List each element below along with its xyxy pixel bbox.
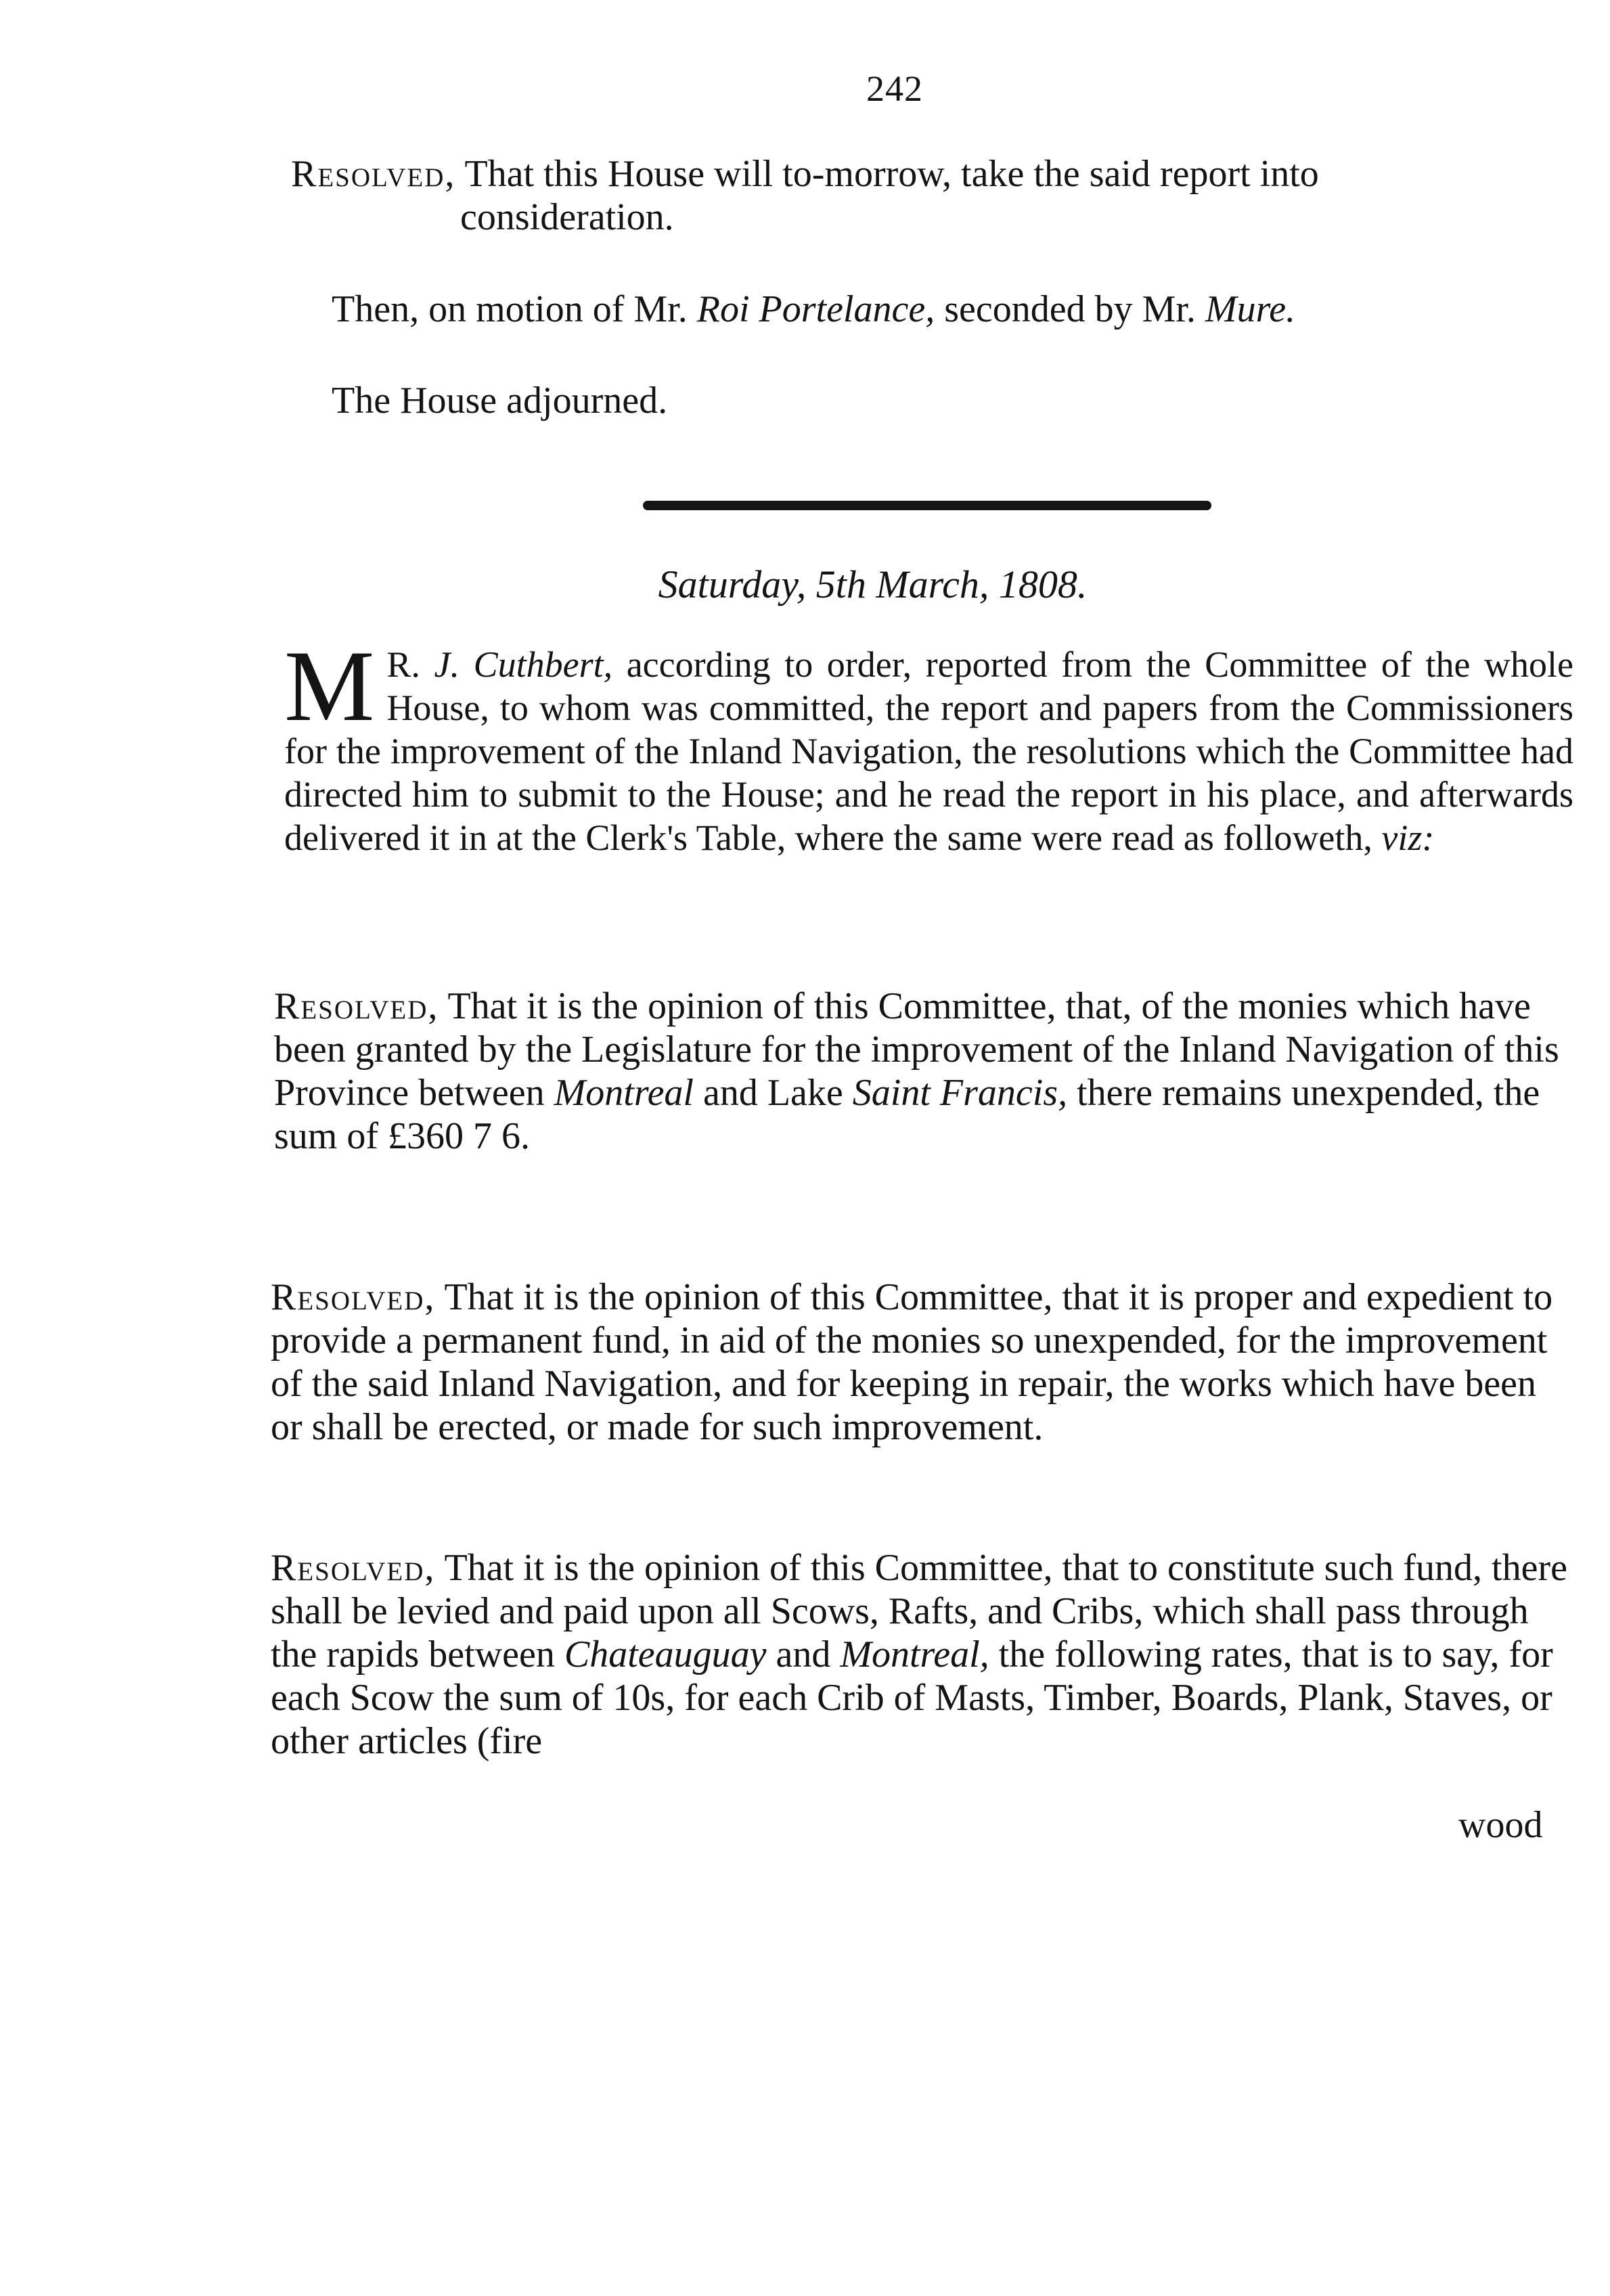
resolution-label: Resolved, [271,1547,436,1589]
resolution-text-a: That it is the opinion of this Committee, that to constitute such fund, there shall be levied and paid upon all Scows, Rafts, and Cribs, which shall pass through the rapids between [271,1547,1567,1675]
place-montreal: Montreal, [840,1634,989,1675]
resolution-1 [274,985,1577,1158]
resolution-text [274,985,1559,1157]
intro-text: according to order, reported from the Committee of the whole House, to whom was committed, the report and papers from the Commissioners for the improvement of the Inland Navigation, the resolutions which the Committee had directed him to submit to the House; and he read the report in his place, and afterwards delivered it in at the Clerk's Table, where the same were read as followeth, [284,644,1573,858]
section-divider [643,501,1211,510]
place-montreal: Montreal [554,1072,694,1114]
intro-r: R. [386,644,420,685]
resolution-text: That it is the opinion of this Committee, that it is proper and expedient to provide a permanent fund, in aid of the monies so unexpended, for the improvement of the said Inland Navigation, and for keeping in repair, the works which have been or shall be erected, or made for such improvement. [271,1276,1553,1448]
catchword: wood [1458,1804,1543,1846]
resolution-text-c: the following rates, that is to say, for each Scow the sum of 10s, for each Crib of Masts, Timber, Boards, Plank, Staves, or other articles (fire [271,1634,1553,1762]
resolution-text [271,1547,1567,1762]
resolution-text-c: there remains unexpended, the sum of £360 7 6. [274,1072,1540,1157]
motion-prefix: Then, on motion of Mr. [332,288,688,330]
resolution-text-b: and Lake [702,1072,843,1114]
motion-mid: seconded by Mr. [944,288,1196,330]
adjourned-paragraph: The House adjourned. [332,380,668,422]
place-chateauguay: Chateauguay [564,1634,767,1675]
resolved-text-line-1: That this House will to-morrow, take the said report into [464,153,1319,195]
resolved-label: Resolved, [291,153,456,195]
motion-paragraph [332,288,1590,331]
resolution-text-b: and [776,1634,831,1675]
resolution-label: Resolved, [274,985,439,1027]
resolution-2 [271,1276,1577,1449]
intro-viz: viz: [1381,817,1435,858]
resolution-3 [271,1546,1577,1763]
resolution-label: Resolved, [271,1276,436,1318]
drop-cap: M [284,630,375,742]
motion-name-2: Mure. [1205,288,1296,330]
resolution-text-a: That it is the opinion of this Committee, that, of the monies which have been granted by the Legislature for the improvement of the Inland Navigation of this Province between [274,985,1559,1114]
date-heading: Saturday, 5th March, 1808. [658,562,1088,606]
intro-name: J. Cuthbert, [434,644,613,685]
resolved-text-line-2: consideration. [460,196,674,238]
motion-name-1: Roi Portelance, [696,288,935,330]
intro-paragraph [284,630,1573,859]
page-number: 242 [866,68,923,109]
resolved-paragraph-top [291,152,1577,239]
place-saint-francis: Saint Francis, [852,1072,1068,1114]
